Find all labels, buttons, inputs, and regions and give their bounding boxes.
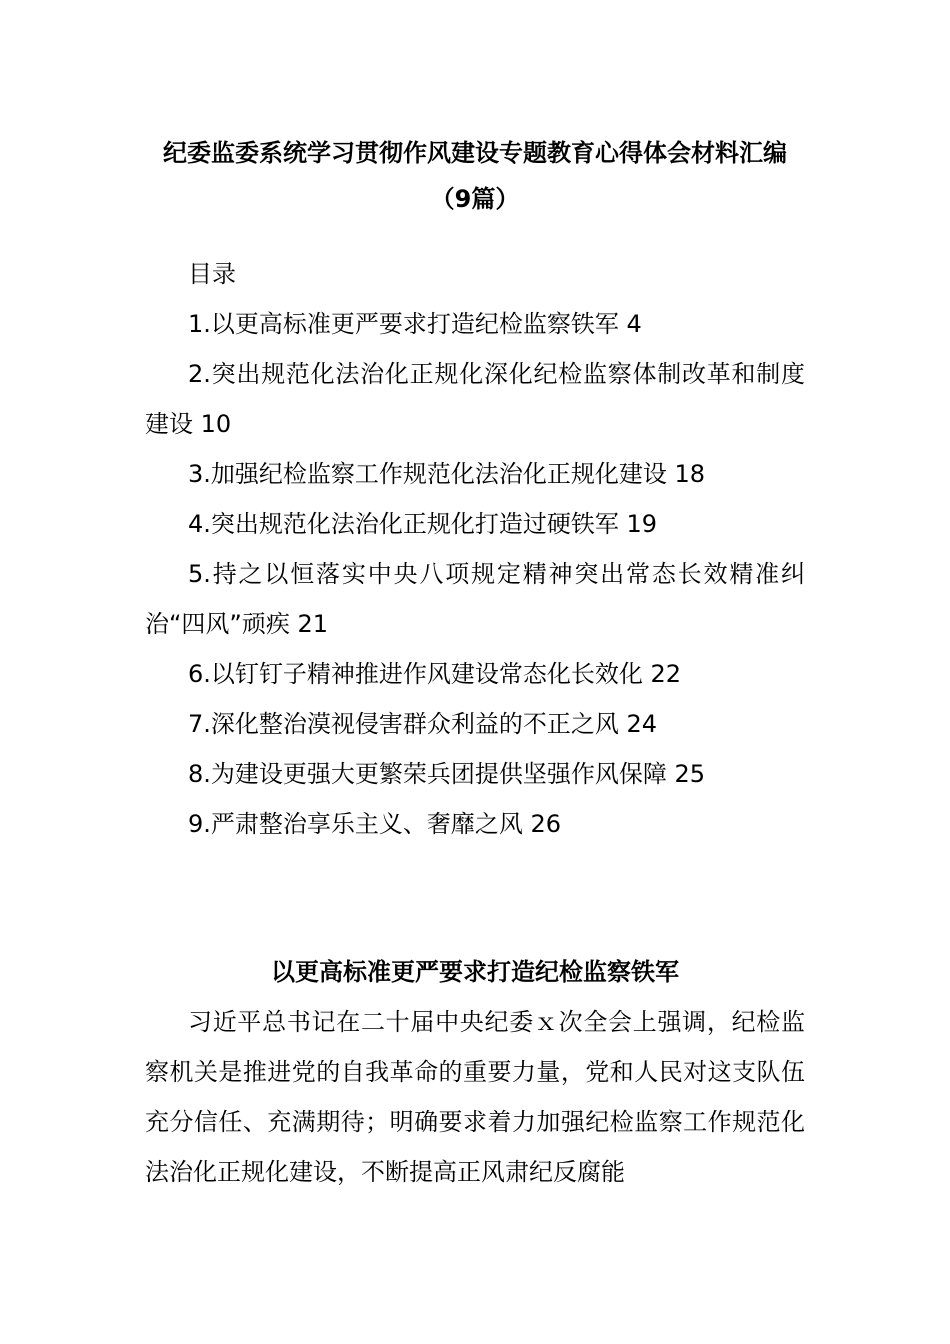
toc-item: 6.以钉钉子精神推进作风建设常态化长效化 22 [188, 660, 682, 688]
body-paragraph: 习近平总书记在二十届中央纪委ｘ次全会上强调，纪检监察机关是推进党的自我革命的重要力量，党和人民对这支队伍充分信任、充满期待；明确要求着力加强纪检监察工作规范化法治化正规化建设，不断提高正风肃纪反腐能 [145, 1008, 805, 1186]
toc-item: 5.持之以恒落实中央八项规定精神突出常态长效精准纠治“四风”顽疾 21 [145, 560, 805, 638]
toc-item: 9.严肃整治享乐主义、奢靡之风 26 [188, 810, 562, 838]
toc-item: 8.为建设更强大更繁荣兵团提供坚强作风保障 25 [188, 760, 706, 788]
table-of-contents [145, 249, 805, 849]
toc-item: 1.以更高标准更严要求打造纪检监察铁军 4 [188, 310, 642, 338]
section-title: 以更高标准更严要求打造纪检监察铁军 [271, 958, 679, 986]
toc-item: 7.深化整治漠视侵害群众利益的不正之风 24 [188, 710, 658, 738]
toc-item: 3.加强纪检监察工作规范化法治化正规化建设 18 [188, 460, 706, 488]
document-title: 纪委监委系统学习贯彻作风建设专题教育心得体会材料汇编（9篇） [163, 139, 787, 213]
toc-item: 2.突出规范化法治化正规化深化纪检监察体制改革和制度建设 10 [145, 360, 805, 438]
toc-item: 4.突出规范化法治化正规化打造过硬铁军 19 [188, 510, 658, 538]
toc-heading: 目录 [188, 260, 236, 288]
